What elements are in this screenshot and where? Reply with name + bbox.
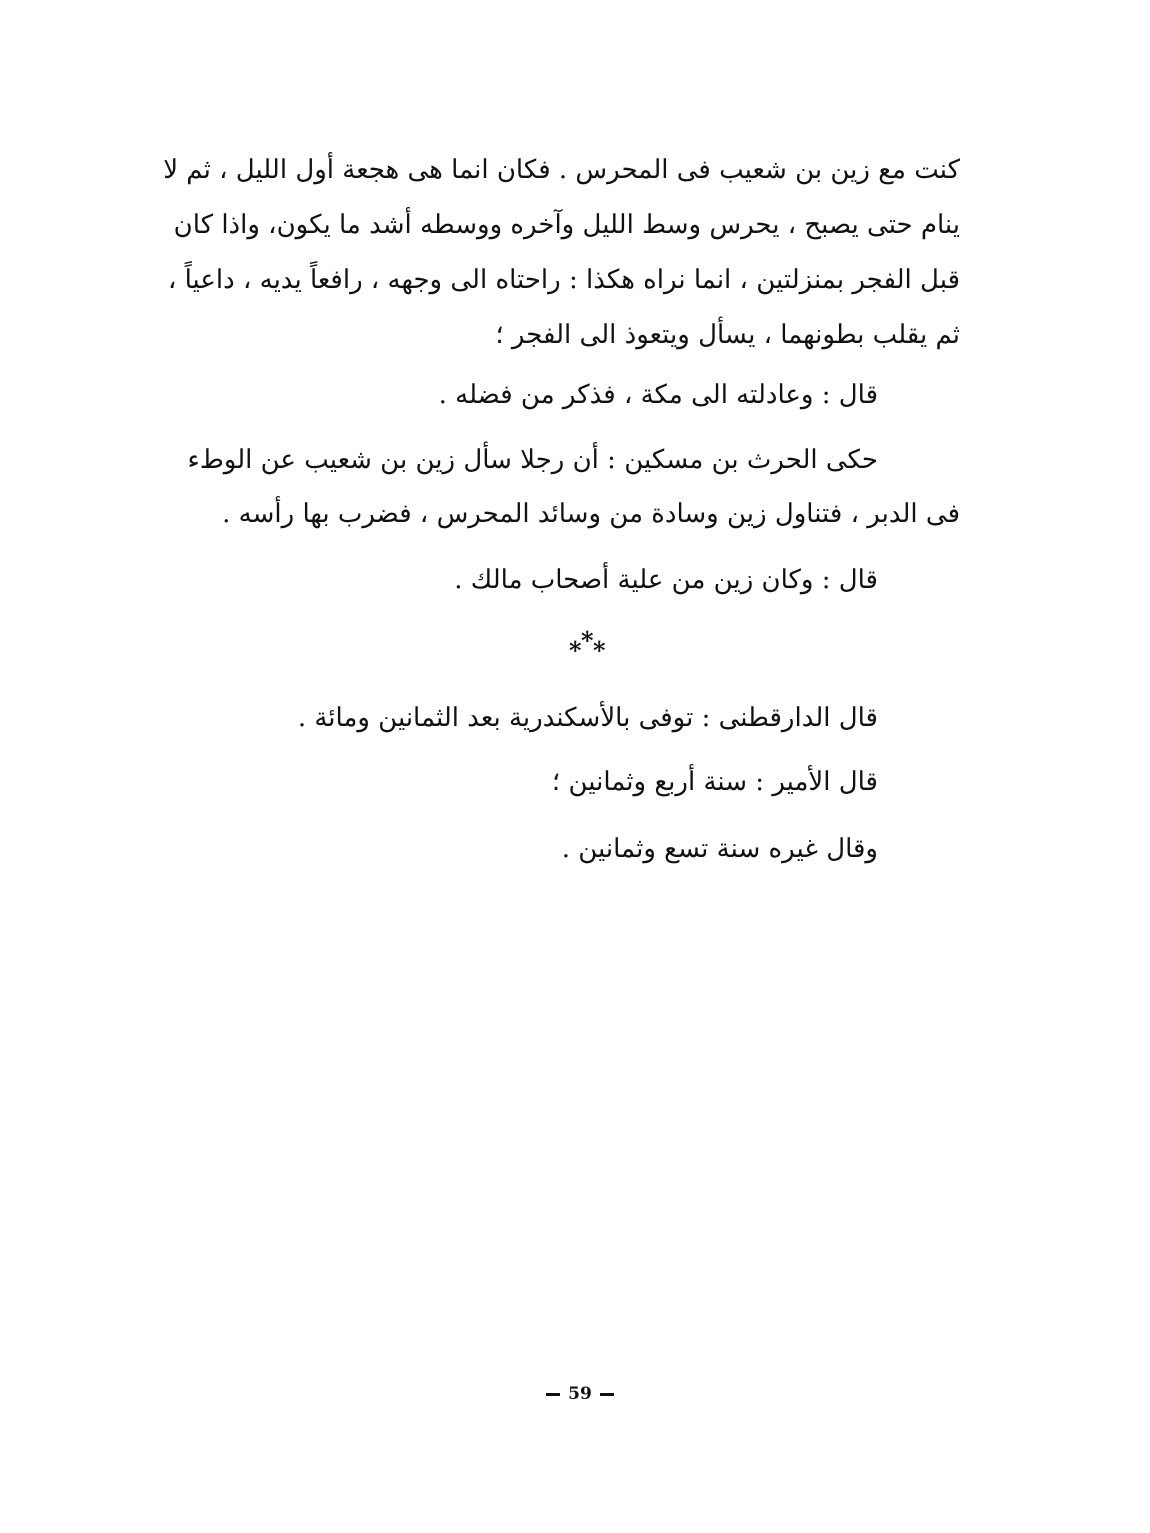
text-line: قال الدارقطنى : توفى بالأسكندرية بعد الثمانين ومائة . — [297, 703, 878, 733]
text-line: ينام حتى يصبح ، يحرس وسط الليل وآخره ووسطه أشد ما يكون، واذا كان — [173, 210, 960, 240]
asterisk-glyph: * — [569, 636, 582, 665]
text-line: قال الأمير : سنة أربع وثمانين ؛ — [551, 767, 878, 797]
text-line: ثم يقلب بطونهما ، يسأل ويتعوذ الى الفجر ؛ — [495, 320, 960, 350]
asterisk-glyph: * — [593, 636, 606, 665]
asterisk-glyph: * — [581, 626, 594, 655]
text-line: قبل الفجر بمنزلتين ، انما نراه هكذا : راحتاه الى وجهه ، رافعاً يديه ، داعياً ، — [167, 265, 960, 295]
text-line: حكى الحرث بن مسكين : أن رجلا سأل زين بن شعيب عن الوطء — [187, 445, 878, 475]
section-separator — [565, 626, 615, 666]
dash-decoration — [600, 1393, 614, 1396]
text-line: قال : وكان زين من علية أصحاب مالك . — [454, 565, 878, 595]
text-line: كنت مع زين بن شعيب فى المحرس . فكان انما هى هجعة أول الليل ، ثم لا — [163, 155, 960, 185]
text-line: وقال غيره سنة تسع وثمانين . — [561, 834, 878, 864]
text-line: قال : وعادلته الى مكة ، فذكر من فضله . — [438, 380, 878, 410]
dash-decoration — [546, 1393, 560, 1396]
page-number — [535, 1384, 625, 1404]
text-line: فى الدبر ، فتناول زين وسادة من وسائد المحرس ، فضرب بها رأسه . — [222, 499, 960, 529]
page-number-text: 59 — [568, 1384, 592, 1404]
